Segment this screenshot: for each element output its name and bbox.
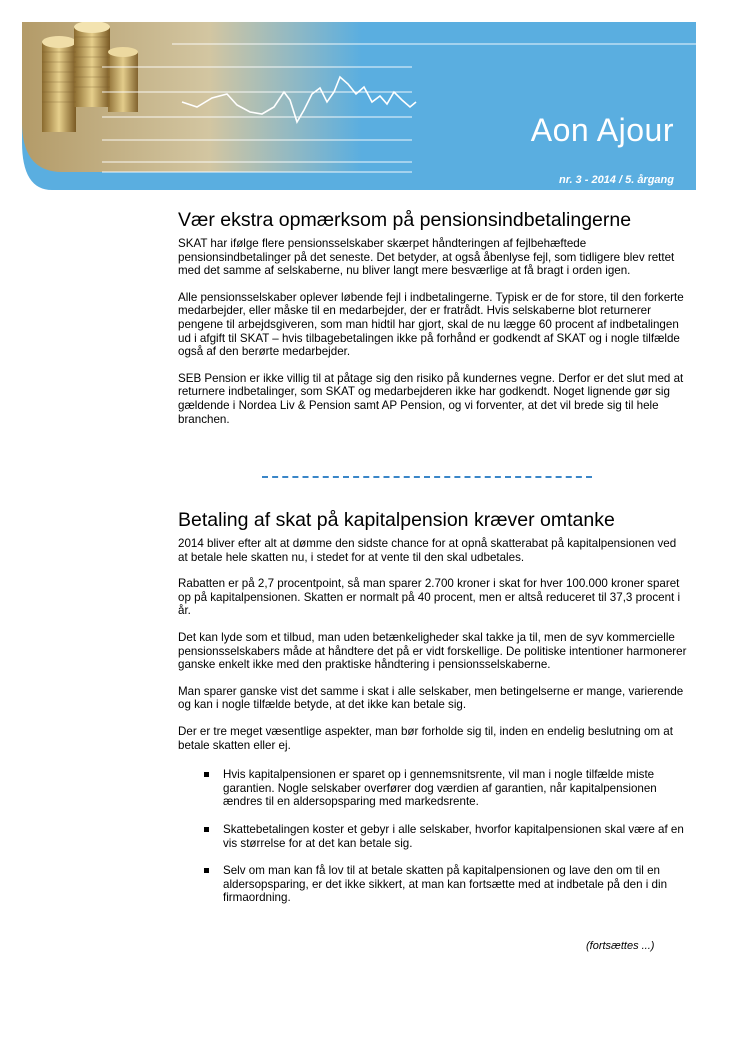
article-pension-payments — [178, 209, 688, 426]
list-item — [178, 864, 688, 905]
article-title: Betaling af skat på kapitalpension kræver omtanke — [178, 509, 615, 531]
article-paragraph: Alle pensionsselskaber oplever løbende fejl i indbetalingerne. Typisk er de for store, til den forkerte medarbejder, eller måske til en medarbejder, der er fratrådt. Hvis selskaberne blot returnerer pengene til arbejdsgiveren, som man hidtil har gjort, skal de nu lægge 60 procent af indbetalingen ud i afgift til SKAT – hvis tilbagebetalingen ikke på forhånd er godkendt af SKAT og i nogle tilfælde også af den berørte medarbejder. — [178, 290, 684, 359]
continued-note: (fortsættes ...) — [586, 940, 655, 952]
list-item-text: Hvis kapitalpensionen er sparet op i gennemsnitsrente, vil man i nogle tilfælde miste garantien. Nogle selskaber overfører dog værdien af garantien, når kapitalpensionen ændres til en aldersopsparing med markedsrente. — [223, 768, 657, 809]
article-paragraph: Der er tre meget væsentlige aspekter, man bør forholde sig til, inden en endelig beslutning om at betale skatten eller ej. — [178, 724, 673, 752]
list-item-text: Selv om man kan få lov til at betale skatten på kapitalpensionen og lave den om til en aldersopsparing, er det ikke sikkert, at man kan fortsætte med at indbetale på den i din firmaordning. — [223, 864, 668, 905]
article-paragraph: SEB Pension er ikke villig til at påtage sig den risiko på kundernes vegne. Derfor er det slut med at returnere indbetalinger, som SKAT og medarbejderen ikke har godkendt. Noget lignende gør sig gældende i Nordea Liv & Pension samt AP Pension, og vi forventer, at det vil brede sig til hele branchen. — [178, 371, 684, 426]
article-paragraph: 2014 bliver efter alt at dømme den sidste chance for at opnå skatterabat på kapitalpensionen ved at betale hele skatten nu, i stedet for at vente til den skal udbetales. — [178, 537, 677, 564]
list-item — [178, 768, 688, 809]
brand-title: Aon Ajour — [530, 112, 674, 148]
banner-graphic — [22, 22, 696, 190]
article-paragraph: Man sparer ganske vist det samme i skat i alle selskaber, men betingelserne er mange, varierende og kan i nogle tilfælde betyde, at det ikke kan betale sig. — [178, 684, 684, 712]
section-divider — [262, 476, 592, 478]
list-item-text: Skattebetalingen koster et gebyr i alle selskaber, hvorfor kapitalpensionen skal være af en vis størrelse for at det kan betale sig. — [223, 822, 684, 850]
aspects-list — [178, 768, 688, 905]
bullet-icon — [204, 868, 209, 873]
list-item — [178, 823, 688, 850]
article-capital-pension-tax — [178, 509, 688, 919]
article-paragraph: Det kan lyde som et tilbud, man uden betænkeligheder skal takke ja til, men de syv kommercielle pensionsselskabers måde at håndtere det på er vidt forskellige. De politiske intentioner harmonerer ganske enkelt ikke med den praktiske håndtering i pensionsselskaberne. — [178, 630, 687, 672]
bullet-icon — [204, 827, 209, 832]
article-paragraph: Rabatten er på 2,7 procentpoint, så man sparer 2.700 kroner i skat for hver 100.000 kroner sparet op på kapitalpensionen. Skatten er normalt på 40 procent, men er altså reduceret til 37,3 procent i år. — [178, 577, 681, 618]
article-paragraph: SKAT har ifølge flere pensionsselskaber skærpet håndteringen af fejlbehæftede pensionsindbetalinger på det seneste. Det betyder, at også åbenlyse fejl, som tidligere blev rettet med det samme af selskaberne, nu bliver langt mere besværlige at få bragt i orden igen. — [178, 237, 675, 278]
issue-number: nr. 3 - 2014 / 5. årgang — [559, 174, 674, 186]
header-banner — [22, 22, 696, 190]
bullet-icon — [204, 772, 209, 777]
article-title: Vær ekstra opmærksom på pensionsindbetalingerne — [178, 209, 632, 231]
